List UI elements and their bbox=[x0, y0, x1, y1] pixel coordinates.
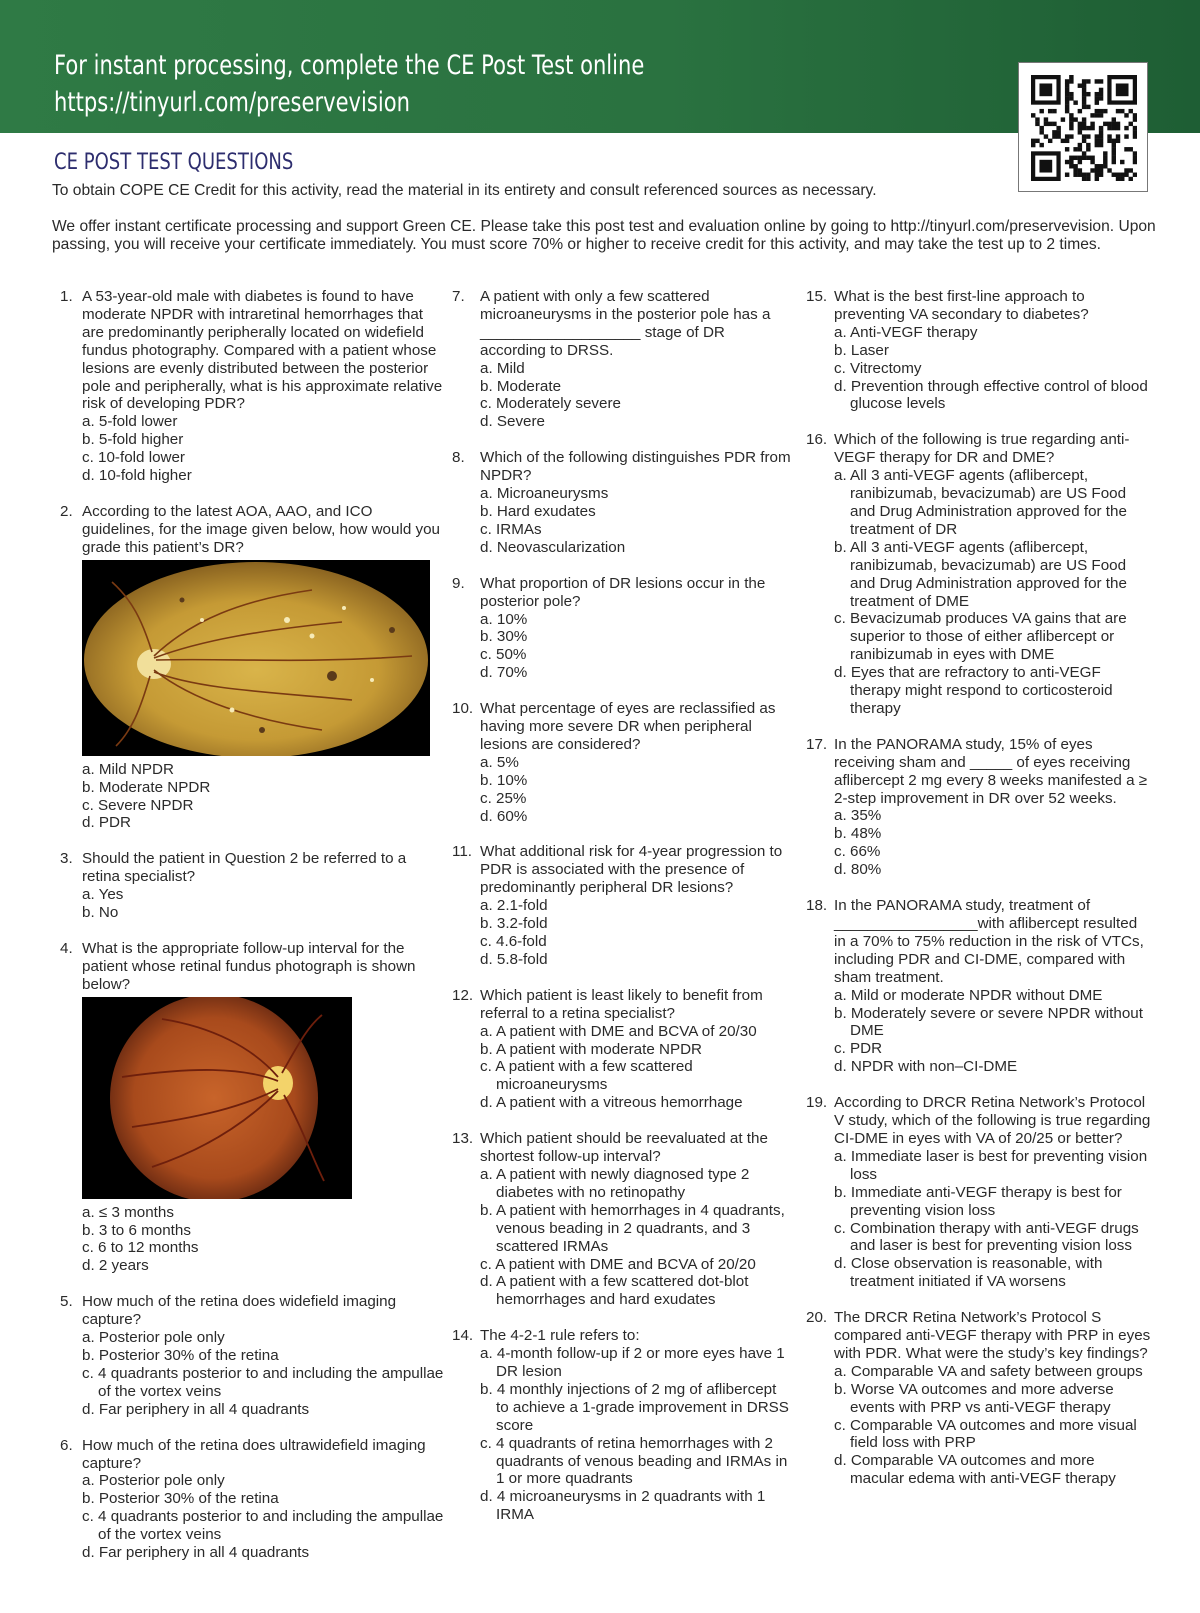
answer-option[interactable]: c. 10-fold lower bbox=[82, 449, 185, 467]
question-text: Which of the following is true regarding anti-VEGF therapy for DR and DME? bbox=[834, 431, 1130, 467]
answer-option[interactable]: b. 4 monthly injections of 2 mg of aflibercept to achieve a 1-grade improvement in DRSS score bbox=[480, 1380, 789, 1434]
question-5 bbox=[60, 1293, 445, 1418]
question-number: 13. bbox=[452, 1130, 474, 1148]
question-number: 17. bbox=[806, 735, 828, 753]
question-16 bbox=[806, 431, 1151, 718]
answer-option[interactable]: d. A patient with a few scattered dot-blot hemorrhages and hard exudates bbox=[480, 1273, 749, 1309]
answer-option[interactable]: a. All 3 anti-VEGF agents (aflibercept, ranibizumab, bevacizumab) are US Food and Drug Administration approved for the treatment of DR bbox=[834, 467, 1127, 538]
question-text: Which patient should be reevaluated at the shortest follow-up interval? bbox=[480, 1130, 768, 1166]
question-number: 1. bbox=[60, 288, 73, 305]
question-number: 2. bbox=[60, 502, 73, 520]
answer-option[interactable]: a. ≤ 3 months bbox=[82, 1203, 174, 1221]
fundus-photo-standard bbox=[82, 997, 352, 1199]
qr-code-graphic bbox=[1031, 75, 1137, 181]
answer-option[interactable]: b. 5-fold higher bbox=[82, 431, 184, 449]
intro-credit-text: To obtain COPE CE Credit for this activity, read the material in its entirety and consult referenced sources as necessary. bbox=[52, 182, 877, 199]
answer-option[interactable]: a. 5% bbox=[480, 753, 519, 771]
answer-option[interactable]: d. 60% bbox=[480, 807, 528, 825]
answer-option[interactable]: a. 35% bbox=[834, 807, 882, 825]
answer-option[interactable]: d. A patient with a vitreous hemorrhage bbox=[480, 1094, 743, 1112]
answer-option[interactable]: a. Microaneurysms bbox=[480, 485, 609, 503]
answer-option[interactable]: b. A patient with hemorrhages in 4 quadrants, venous beading in 2 quadrants, and 3 scattered IRMAs bbox=[480, 1201, 785, 1255]
answer-option[interactable]: c. Comparable VA outcomes and more visual field loss with PRP bbox=[834, 1416, 1137, 1452]
answer-option[interactable]: c. Combination therapy with anti-VEGF drugs and laser is best for preventing vision loss bbox=[834, 1219, 1139, 1255]
question-text: How much of the retina does widefield imaging capture? bbox=[82, 1293, 397, 1329]
question-text: What is the best first-line approach to preventing VA secondary to diabetes? bbox=[834, 288, 1089, 323]
answer-option[interactable]: a. Mild or moderate NPDR without DME bbox=[834, 986, 1103, 1004]
answer-option[interactable]: b. 10% bbox=[480, 771, 528, 789]
answer-option[interactable]: a. 4-month follow-up if 2 or more eyes have 1 DR lesion bbox=[480, 1345, 785, 1381]
question-number: 14. bbox=[452, 1327, 474, 1345]
answer-option[interactable]: c. 4.6-fold bbox=[480, 933, 547, 950]
question-number: 12. bbox=[452, 986, 474, 1004]
answer-option[interactable]: c. 66% bbox=[834, 843, 881, 861]
answer-option[interactable]: c. Moderately severe bbox=[480, 395, 621, 413]
answer-option[interactable]: b. Moderate NPDR bbox=[82, 778, 211, 796]
answer-option[interactable]: b. Moderate bbox=[480, 377, 562, 395]
question-number: 8. bbox=[452, 449, 465, 467]
answer-option[interactable]: a. 2.1-fold bbox=[480, 897, 548, 915]
answer-option[interactable]: d. 5.8-fold bbox=[480, 950, 548, 968]
question-text: What proportion of DR lesions occur in the posterior pole? bbox=[480, 574, 766, 610]
question-text: A patient with only a few scattered microaneurysms in the posterior pole has a ___________________ stage of DR according to DRSS. bbox=[480, 288, 771, 359]
question-text: How much of the retina does ultrawidefield imaging capture? bbox=[82, 1436, 426, 1472]
answer-option[interactable]: a. 10% bbox=[480, 610, 528, 628]
question-3 bbox=[60, 850, 445, 922]
question-1 bbox=[60, 288, 445, 485]
answer-option[interactable]: b. Hard exudates bbox=[480, 502, 596, 520]
answer-option[interactable]: d. 4 microaneurysms in 2 quadrants with 1 IRMA bbox=[480, 1488, 766, 1524]
question-number: 11. bbox=[452, 843, 472, 861]
questions-column-2 bbox=[452, 288, 792, 1542]
answer-option[interactable]: b. 3 to 6 months bbox=[82, 1221, 191, 1239]
answer-option[interactable]: c. 4 quadrants posterior to and including the ampullae of the vortex veins bbox=[82, 1364, 444, 1400]
questions-column-1 bbox=[60, 288, 445, 1580]
question-text: According to the latest AOA, AAO, and ICO guidelines, for the image given below, how would you grade this patient’s DR? bbox=[82, 502, 440, 556]
question-2 bbox=[60, 503, 445, 832]
answer-option[interactable]: a. A patient with newly diagnosed type 2 diabetes with no retinopathy bbox=[480, 1165, 750, 1201]
question-text: In the PANORAMA study, treatment of _________________with aflibercept resulted in a 70% to 75% reduction in the risk of VTCs, including PDR and CI-DME, compared with sham treatment. bbox=[834, 897, 1144, 986]
answer-option[interactable]: a. Yes bbox=[82, 886, 124, 904]
fundus-photo-widefield bbox=[82, 560, 430, 756]
question-number: 9. bbox=[452, 574, 465, 592]
answer-option[interactable]: d. Eyes that are refractory to anti-VEGF therapy might respond to corticosteroid therapy bbox=[834, 664, 1113, 717]
question-number: 10. bbox=[452, 700, 474, 718]
question-text: In the PANORAMA study, 15% of eyes receiving sham and _____ of eyes receiving aflibercept 2 mg every 8 weeks manifested a ≥ 2-step improvement in DR over 52 weeks. bbox=[834, 735, 1148, 807]
question-7 bbox=[452, 288, 792, 431]
question-text: Should the patient in Question 2 be referred to a retina specialist? bbox=[82, 850, 407, 886]
answer-option[interactable]: c. Severe NPDR bbox=[82, 796, 194, 814]
section-title: CE POST TEST QUESTIONS bbox=[54, 150, 294, 175]
answer-option[interactable]: c. A patient with DME and BCVA of 20/20 bbox=[480, 1255, 756, 1273]
question-text: What is the appropriate follow-up interval for the patient whose retinal fundus photograph is shown below? bbox=[82, 939, 416, 993]
answer-option[interactable]: a. Mild bbox=[480, 359, 525, 377]
answer-option[interactable]: a. A patient with DME and BCVA of 20/30 bbox=[480, 1022, 757, 1040]
question-number: 19. bbox=[806, 1094, 828, 1112]
answer-option[interactable]: d. 80% bbox=[834, 861, 882, 879]
question-4 bbox=[60, 940, 445, 1275]
answer-option[interactable]: b. All 3 anti-VEGF agents (aflibercept, ranibizumab, bevacizumab) are US Food and Drug Administration approved for the treatment of DME bbox=[834, 538, 1127, 610]
answer-option[interactable]: b. A patient with moderate NPDR bbox=[480, 1040, 703, 1058]
answer-option[interactable]: c. 6 to 12 months bbox=[82, 1239, 199, 1257]
question-text: What percentage of eyes are reclassified as having more severe DR when peripheral lesions are considered? bbox=[480, 700, 776, 753]
answer-option[interactable]: c. PDR bbox=[834, 1040, 883, 1058]
banner-url[interactable]: https://tinyurl.com/preservevision bbox=[54, 87, 410, 118]
answer-option[interactable]: a. Anti-VEGF therapy bbox=[834, 323, 978, 341]
answer-option[interactable]: c. 25% bbox=[480, 789, 527, 807]
answer-option[interactable]: c. IRMAs bbox=[480, 520, 542, 538]
answer-option[interactable]: b. Posterior 30% of the retina bbox=[82, 1490, 279, 1508]
question-18 bbox=[806, 897, 1151, 1076]
question-number: 18. bbox=[806, 897, 828, 915]
answer-option[interactable]: c. 4 quadrants posterior to and including the ampullae of the vortex veins bbox=[82, 1508, 444, 1544]
answer-option[interactable]: b. Immediate anti-VEGF therapy is best for preventing vision loss bbox=[834, 1183, 1122, 1219]
answer-option[interactable]: d. Severe bbox=[480, 413, 546, 431]
answer-option[interactable]: b. No bbox=[82, 904, 119, 922]
answer-option[interactable]: b. Moderately severe or severe NPDR without DME bbox=[834, 1004, 1143, 1040]
qr-code-icon[interactable] bbox=[1018, 62, 1148, 192]
answer-option[interactable]: d. Neovascularization bbox=[480, 538, 626, 556]
answer-option[interactable]: c. 50% bbox=[480, 646, 527, 664]
intro-instructions-text: We offer instant certificate processing and support Green CE. Please take this post test and evaluation online by going to http://tinyurl.com/preservevision. Upon passing, you will receive your certificate immediately. You must score 70% or higher to receive credit for this activity, and may take the test up to 2 times. bbox=[52, 218, 1156, 253]
answer-option[interactable]: d. Far periphery in all 4 quadrants bbox=[82, 1400, 310, 1418]
question-text: Which of the following distinguishes PDR from NPDR? bbox=[480, 449, 791, 485]
question-number: 7. bbox=[452, 288, 465, 305]
answer-option[interactable]: c. Bevacizumab produces VA gains that are superior to those of either aflibercept or ranibizumab in eyes with DME bbox=[834, 610, 1127, 664]
answer-option[interactable]: d. 2 years bbox=[82, 1257, 149, 1275]
question-number: 4. bbox=[60, 939, 73, 957]
question-13 bbox=[452, 1130, 792, 1309]
answer-option[interactable]: d. NPDR with non–CI-DME bbox=[834, 1058, 1018, 1076]
answer-option[interactable]: a. 5-fold lower bbox=[82, 413, 178, 431]
answer-option[interactable]: d. Prevention through effective control of blood glucose levels bbox=[834, 377, 1148, 413]
question-19 bbox=[806, 1094, 1151, 1291]
question-number: 16. bbox=[806, 431, 828, 449]
answer-option[interactable]: b. 48% bbox=[834, 825, 882, 843]
questions-column-3 bbox=[806, 288, 1151, 1506]
answer-option[interactable]: c. 4 quadrants of retina hemorrhages with 2 quadrants of venous beading and IRMAs in 1 or more quadrants bbox=[480, 1434, 788, 1488]
question-20 bbox=[806, 1309, 1151, 1488]
answer-option[interactable]: b. Posterior 30% of the retina bbox=[82, 1347, 279, 1364]
question-9 bbox=[452, 575, 792, 682]
question-11 bbox=[452, 843, 792, 968]
question-number: 20. bbox=[806, 1309, 828, 1327]
question-text: What additional risk for 4-year progression to PDR is associated with the presence of predominantly peripheral DR lesions? bbox=[480, 843, 783, 897]
question-15 bbox=[806, 288, 1151, 413]
answer-option[interactable]: d. 10-fold higher bbox=[82, 467, 192, 485]
answer-option[interactable]: c. Vitrectomy bbox=[834, 359, 922, 377]
question-6 bbox=[60, 1437, 445, 1562]
answer-option[interactable]: a. Posterior pole only bbox=[82, 1329, 225, 1347]
question-text: The DRCR Retina Network’s Protocol S compared anti-VEGF therapy with PRP in eyes with PDR. What were the study’s key findings? bbox=[834, 1309, 1151, 1362]
answer-option[interactable]: a. Posterior pole only bbox=[82, 1472, 225, 1490]
question-number: 15. bbox=[806, 288, 828, 305]
answer-option[interactable]: c. A patient with a few scattered microaneurysms bbox=[480, 1058, 693, 1094]
question-text: According to DRCR Retina Network’s Protocol V study, which of the following is true regarding CI-DME in eyes with VA of 20/25 or better? bbox=[834, 1094, 1151, 1147]
answer-option[interactable]: d. 70% bbox=[480, 664, 528, 682]
question-number: 3. bbox=[60, 850, 73, 868]
answer-option[interactable]: d. Far periphery in all 4 quadrants bbox=[82, 1544, 310, 1562]
question-text: A 53-year-old male with diabetes is found to have moderate NPDR with intraretinal hemorrhages that are predominantly peripherally located on widefield fundus photography. Compared with a patient whose lesions are evenly distributed between the posterior pole and peripherally, what is his approximate relative risk of developing PDR? bbox=[82, 288, 443, 413]
question-number: 5. bbox=[60, 1293, 73, 1311]
question-8 bbox=[452, 449, 792, 556]
question-text: Which patient is least likely to benefit from referral to a retina specialist? bbox=[480, 986, 763, 1022]
answer-option[interactable]: b. Worse VA outcomes and more adverse events with PRP vs anti-VEGF therapy bbox=[834, 1380, 1114, 1416]
question-number: 6. bbox=[60, 1436, 73, 1454]
answer-option[interactable]: d. Close observation is reasonable, with treatment initiated if VA worsens bbox=[834, 1255, 1103, 1291]
answer-option[interactable]: a. Mild NPDR bbox=[82, 760, 174, 778]
question-14 bbox=[452, 1327, 792, 1524]
answer-option[interactable]: b. 3.2-fold bbox=[480, 915, 548, 933]
question-17 bbox=[806, 736, 1151, 879]
answer-option[interactable]: d. PDR bbox=[82, 814, 131, 832]
answer-option[interactable]: d. Comparable VA outcomes and more macular edema with anti-VEGF therapy bbox=[834, 1452, 1116, 1488]
question-text: The 4-2-1 rule refers to: bbox=[480, 1327, 640, 1345]
answer-option[interactable]: b. Laser bbox=[834, 341, 889, 359]
answer-option[interactable]: b. 30% bbox=[480, 628, 528, 646]
banner-headline: For instant processing, complete the CE Post Test online bbox=[54, 50, 645, 81]
answer-option[interactable]: a. Comparable VA and safety between groups bbox=[834, 1362, 1143, 1380]
question-12 bbox=[452, 987, 792, 1112]
answer-option[interactable]: a. Immediate laser is best for preventing vision loss bbox=[834, 1147, 1148, 1183]
question-10 bbox=[452, 700, 792, 825]
